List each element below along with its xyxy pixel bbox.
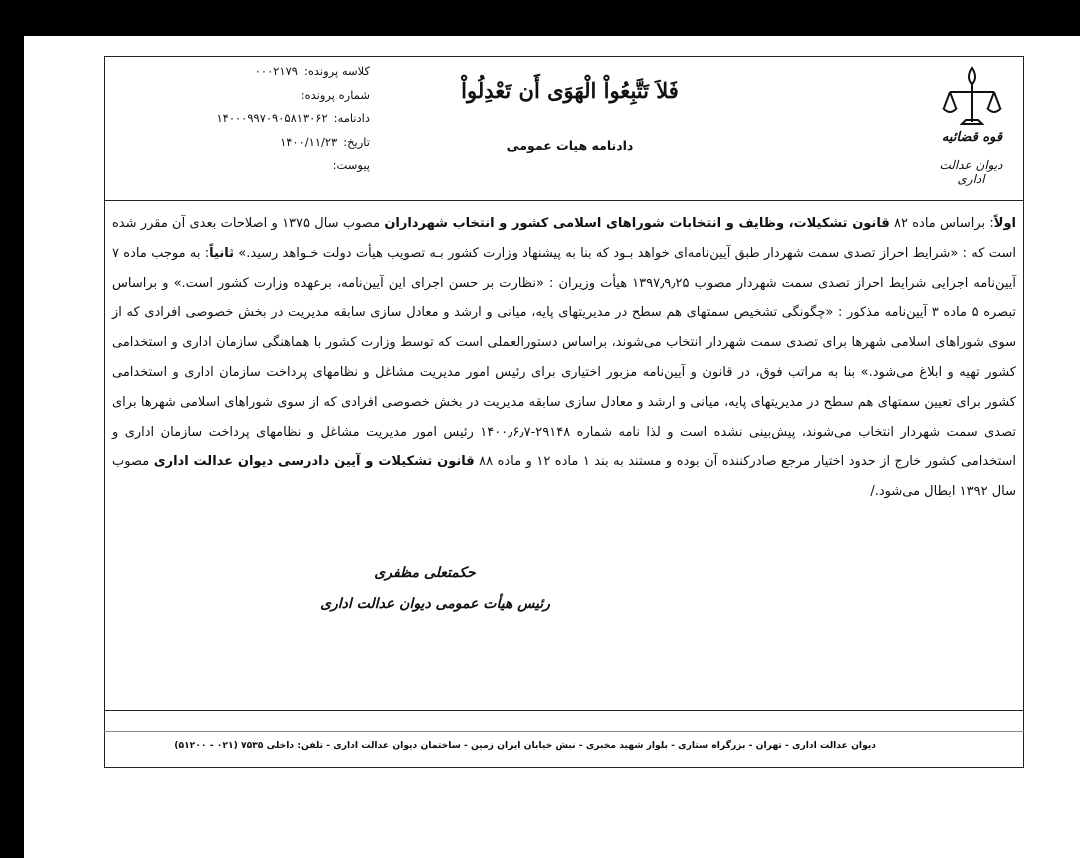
quran-motto: فَلاَ تَتَّبِعُواْ الْهَوَى أَن تَعْدِلُواْ: [461, 78, 679, 103]
body-segment: مصوب سال ۱۳۹۲ ابطال می‌شود./: [112, 454, 1016, 500]
first-marker: اولاً: [993, 216, 1016, 231]
body-segment: مصوب سال ۱۳۷۵ و اصلاحات بعدی آن مقرر شده است که : «شرایط احراز تصدی سمت شهردار طبق آیین‌نامه‌ای خواهد بـود که بنا به پیشنهاد وزارت کشور بـه تصویب هیأت دولت خـواهد رسید.»: [112, 216, 1016, 261]
judiciary-emblem-icon: [942, 64, 1002, 140]
signatory-name: حکمتعلی مظفری: [374, 565, 476, 581]
scan-border-top: [0, 0, 1080, 36]
body-segment: : براساس ماده ۸۲: [889, 216, 994, 231]
emblem-label-court: دیوان عدالت اداری: [939, 158, 1003, 186]
footer-inner-divider: [104, 731, 1024, 732]
meta-label: کلاسه پرونده:: [303, 64, 370, 78]
second-marker: ثانیاً: [209, 245, 234, 261]
meta-row-case-class: [150, 60, 370, 84]
meta-label: تاریخ:: [343, 134, 370, 149]
meta-value: ۰۰۰۲۱۷۹: [254, 64, 298, 78]
law-title: قانون تشکیلات، وظایف و انتخابات شوراهای اسلامی کشور و انتخاب شهرداران: [384, 216, 890, 231]
law-title: قانون تشکیلات و آیین دادرسی دیوان عدالت اداری: [153, 454, 475, 470]
verdict-body: [112, 209, 1016, 507]
signatory-title: رئیس هیأت عمومی دیوان عدالت اداری: [320, 596, 550, 612]
header-divider: [104, 200, 1024, 201]
meta-value: ۱۴۰۰۰۹۹۷۰۹۰۵۸۱۳۰۶۲: [216, 111, 328, 125]
footer-divider: [104, 710, 1024, 711]
meta-row-case-number: [150, 84, 370, 108]
meta-label: شماره پرونده:: [300, 87, 370, 102]
document-subtitle: دادنامه هیات عمومی: [506, 138, 634, 153]
meta-row-attachment: [150, 154, 370, 178]
meta-row-verdict: [150, 107, 370, 131]
meta-value: ۱۴۰۰/۱۱/۲۳: [280, 134, 338, 149]
emblem-label-judiciary: قوه قضائیه: [941, 130, 1003, 145]
body-segment: : به موجب ماده ۷ آیین‌نامه اجرایی شرایط احراز تصدی سمت شهردار مصوب ۱۳۹۷٫۹٫۲۵ هیأت وزیران : «نظارت بر حسن اجرای این آیین‌نامه، برعهده وزارت کشور است.» و براساس تبصره ۵ ماده ۳ آیین‌نامه مذکور : «چگونگی تشخیص سمتهای هم سطح در مدیریتهای پایه، میانی و ارشد و معادل سازی سابقه مدیریت در بخش خصوصی افرادی که از سوی شوراهای اسلامی شهرها برای تصدی سمت شهردار انتخاب می‌شوند، براساس دستورالعملی است که توسط وزارت کشور با هماهنگی سازمان اداری و استخدامی کشور تهیه و ابلاغ می‌شود.» بنا به مراتب فوق، در قانون و آیین‌نامه مزبور اختیاری برای رئیس امور مدیریت مشاغل و نظامهای پرداخت سازمان اداری و استخدامی کشور برای تعیین سمتهای هم سطح در مدیریتهای پایه، میانی و ارشد و معادل سازی سابقه مدیریت در بخش خصوصی افرادی که از سوی شوراهای اسلامی شهرها برای تصدی سمت شهردار انتخاب می‌شوند، پیش‌بینی نشده است و لذا نامه شماره ۲۹۱۴۸-۱۴۰۰٫۶٫۷ رئیس امور مدیریت مشاغل و نظامهای پرداخت سازمان اداری و استخدامی کشور خارج از حدود اختیار مرجع صادرکننده آن بوده و مستند به بند ۱ ماده ۱۲ و ماده ۸۸: [112, 245, 1017, 470]
meta-row-date: [150, 131, 370, 155]
case-meta: [150, 60, 370, 178]
meta-label: دادنامه:: [333, 111, 370, 125]
footer-address: دیوان عدالت اداری - تهران - بزرگراه ستاری - بلوار شهید مخبری - نبش خیابان ایران زمین - ساختمان دیوان عدالت اداری - تلفن: داخلی ۷۵۳۵ (۰۲۱ - ۵۱۲۰۰): [174, 740, 876, 751]
meta-label: پیوست:: [332, 158, 370, 172]
scan-border-left: [0, 0, 24, 858]
